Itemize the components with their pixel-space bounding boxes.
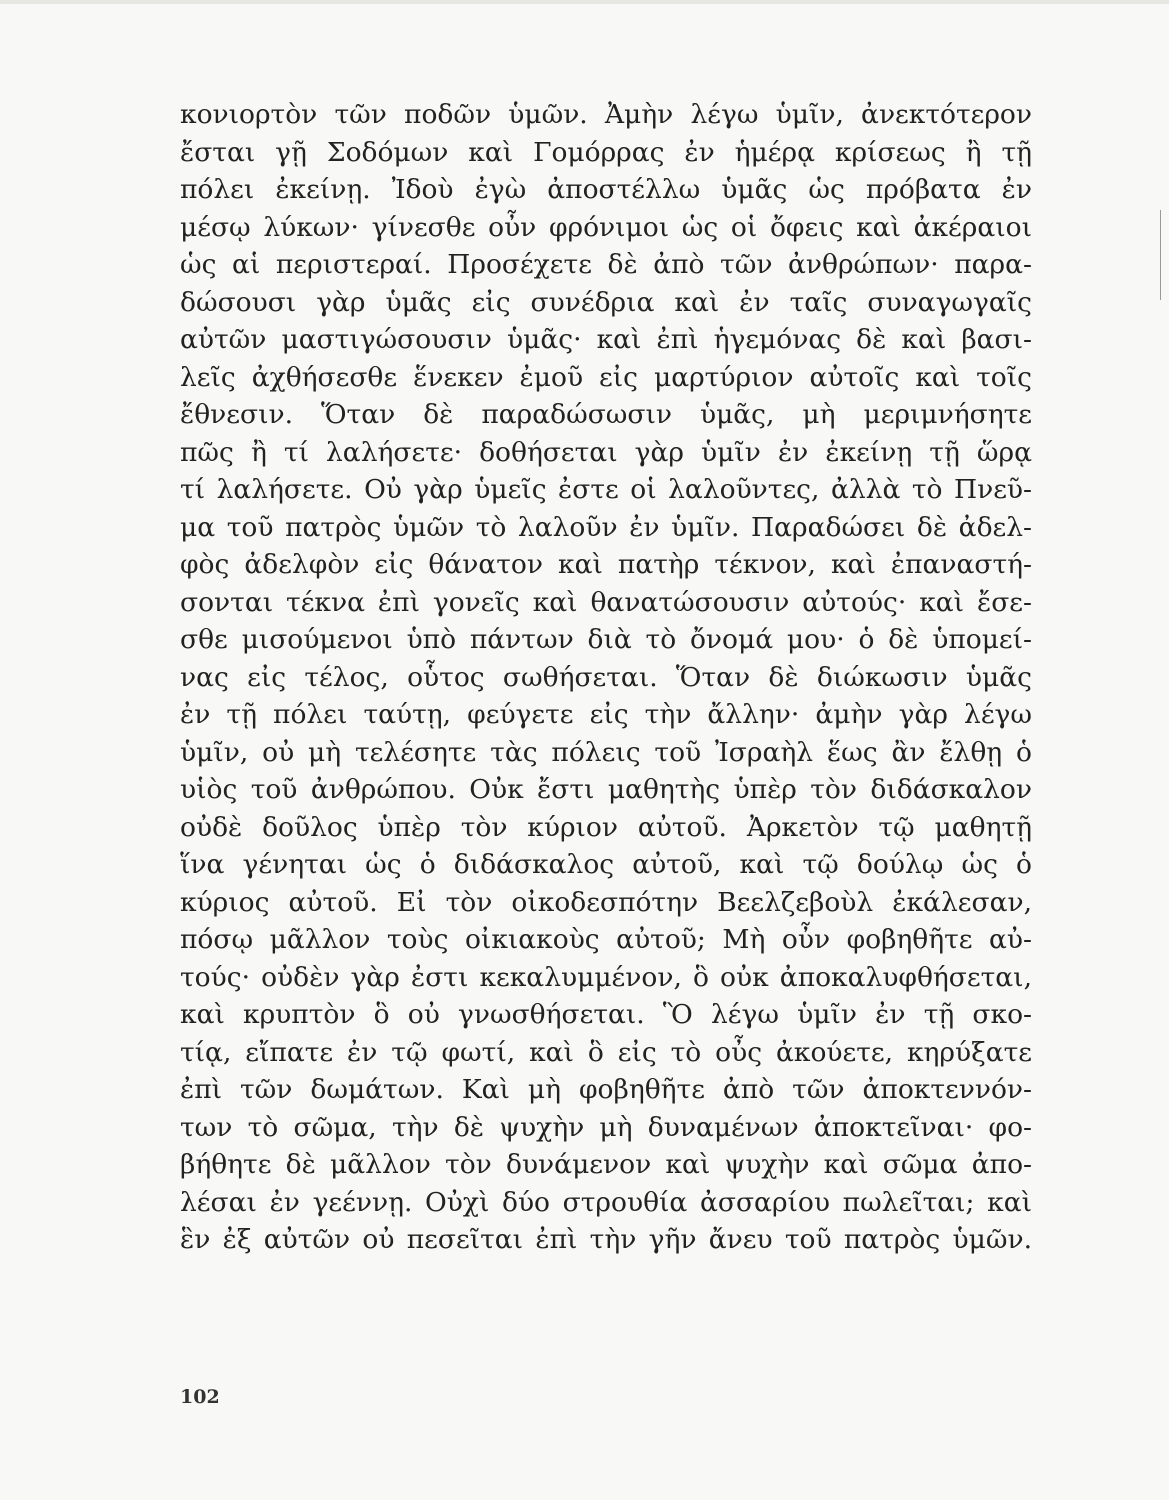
text-line: φὸς ἀδελφὸν εἰς θάνατον καὶ πατὴρ τέκνον, καὶ ἐπαναστή- [180,549,1032,580]
text-line: λέσαι ἐν γεέννῃ. Οὐχὶ δύο στρουθία ἀσσαρίου πωλεῖται; καὶ [180,1186,1032,1218]
text-line: μέσῳ λύκων· γίνεσθε οὖν φρόνιμοι ὡς οἱ ὄφεις καὶ ἀκέραιοι [180,211,1032,243]
text-line: ἔθνεσιν. Ὅταν δὲ παραδώσωσιν ὑμᾶς, μὴ μεριμνήσητε [180,399,1032,430]
page-top-edge [0,0,1169,4]
text-line: οὐδὲ δοῦλος ὑπὲρ τὸν κύριον αὐτοῦ. Ἀρκετὸν τῷ μαθητῇ [180,811,1032,843]
text-line: τί λαλήσετε. Οὐ γὰρ ὑμεῖς ἐστε οἱ λαλοῦντες, ἀλλὰ τὸ Πνεῦ- [180,474,1032,505]
text-line: ὡς αἱ περιστεραί. Προσέχετε δὲ ἀπὸ τῶν ἀνθρώπων· παρα- [180,249,1032,280]
text-line: πόσῳ μᾶλλον τοὺς οἰκιακοὺς αὐτοῦ; Μὴ οὖν φοβηθῆτε αὐ- [180,924,1032,955]
text-line: λεῖς ἀχθήσεσθε ἕνεκεν ἐμοῦ εἰς μαρτύριον αὐτοῖς καὶ τοῖς [180,361,1032,393]
text-line: μα τοῦ πατρὸς ὑμῶν τὸ λαλοῦν ἐν ὑμῖν. Παραδώσει δὲ ἀδελ- [180,511,1032,543]
page-number: 102 [180,1386,220,1408]
text-line: πῶς ἢ τί λαλήσετε· δοθήσεται γὰρ ὑμῖν ἐν ἐκείνῃ τῇ ὥρᾳ [180,436,1032,468]
text-line: κύριος αὐτοῦ. Εἰ τὸν οἰκοδεσπότην Βεελζεβοὺλ ἐκάλεσαν, [180,886,1032,918]
text-line: ἐπὶ τῶν δωμάτων. Καὶ μὴ φοβηθῆτε ἀπὸ τῶν ἀποκτεννόν- [180,1074,1032,1105]
page-edge-mark [1160,210,1161,300]
text-line: τούς· οὐδὲν γὰρ ἐστι κεκαλυμμένον, ὃ οὐκ ἀποκαλυφθήσεται, [180,961,1032,993]
text-line: καὶ κρυπτὸν ὃ οὐ γνωσθήσεται. Ὃ λέγω ὑμῖν ἐν τῇ σκο- [180,999,1032,1030]
body-text [180,96,1032,1259]
text-line: τίᾳ, εἴπατε ἐν τῷ φωτί, καὶ ὃ εἰς τὸ οὖς ἀκούετε, κηρύξατε [180,1036,1032,1068]
text-line: ἵνα γένηται ὡς ὁ διδάσκαλος αὐτοῦ, καὶ τῷ δούλῳ ὡς ὁ [180,849,1032,880]
text-line: πόλει ἐκείνῃ. Ἰδοὺ ἐγὼ ἀποστέλλω ὑμᾶς ὡς πρόβατα ἐν [180,174,1032,205]
text-line: των τὸ σῶμα, τὴν δὲ ψυχὴν μὴ δυναμένων ἀποκτεῖναι· φο- [180,1111,1032,1143]
text-line: σονται τέκνα ἐπὶ γονεῖς καὶ θανατώσουσιν αὐτούς· καὶ ἔσε- [180,586,1032,618]
text-line: κονιορτὸν τῶν ποδῶν ὑμῶν. Ἀμὴν λέγω ὑμῖν, ἀνεκτότερον [180,99,1032,130]
text-line: νας εἰς τέλος, οὗτος σωθήσεται. Ὅταν δὲ διώκωσιν ὑμᾶς [180,661,1032,693]
text-line: ἓν ἐξ αὐτῶν οὐ πεσεῖται ἐπὶ τὴν γῆν ἄνευ τοῦ πατρὸς ὑμῶν. [180,1224,1032,1255]
text-line: δώσουσι γὰρ ὑμᾶς εἰς συνέδρια καὶ ἐν ταῖς συναγωγαῖς [180,286,1032,318]
text-line: αὐτῶν μαστιγώσουσιν ὑμᾶς· καὶ ἐπὶ ἡγεμόνας δὲ καὶ βασι- [180,324,1032,355]
text-line: βήθητε δὲ μᾶλλον τὸν δυνάμενον καὶ ψυχὴν καὶ σῶμα ἀπο- [180,1149,1032,1180]
text-line: σθε μισούμενοι ὑπὸ πάντων διὰ τὸ ὄνομά μου· ὁ δὲ ὑπομεί- [180,624,1032,655]
text-line: υἱὸς τοῦ ἀνθρώπου. Οὐκ ἔστι μαθητὴς ὑπὲρ τὸν διδάσκαλον [180,774,1032,805]
text-line: ἔσται γῇ Σοδόμων καὶ Γομόρρας ἐν ἡμέρᾳ κρίσεως ἢ τῇ [180,136,1032,168]
text-line: ὑμῖν, οὐ μὴ τελέσητε τὰς πόλεις τοῦ Ἰσραὴλ ἕως ἂν ἔλθῃ ὁ [180,736,1032,768]
text-line: ἐν τῇ πόλει ταύτῃ, φεύγετε εἰς τὴν ἄλλην· ἀμὴν γὰρ λέγω [180,699,1032,730]
